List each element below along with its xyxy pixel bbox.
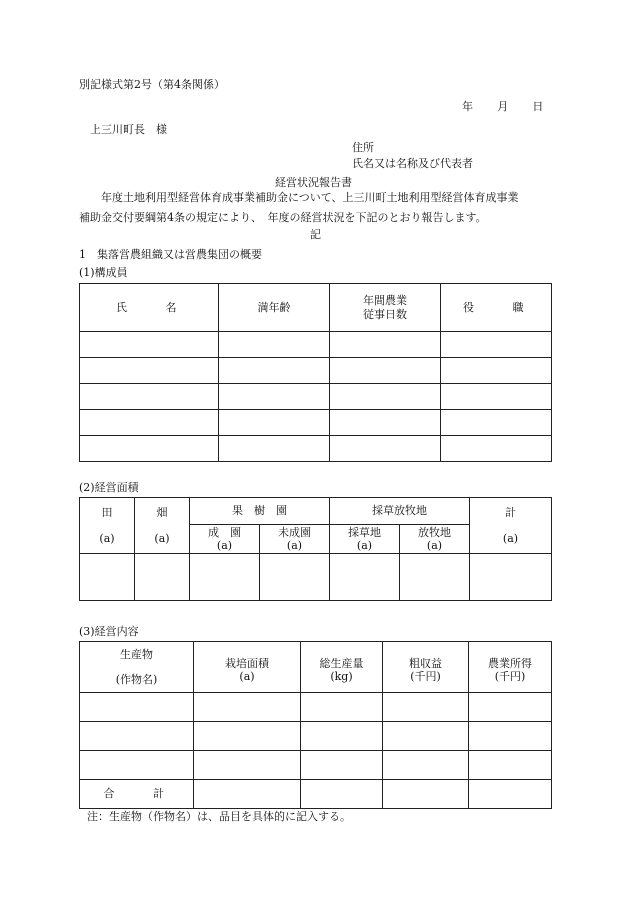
members-title: (1)構成員: [79, 266, 128, 279]
header-name: 氏 名: [80, 284, 219, 332]
member-age-cell[interactable]: [219, 332, 330, 358]
table-row: [80, 722, 552, 751]
body-paragraph: [79, 188, 551, 228]
members-header-row: [80, 284, 552, 332]
header-orchard: 果 樹 園: [190, 498, 330, 525]
member-age-cell[interactable]: [219, 436, 330, 462]
operations-table: [79, 641, 552, 809]
header-immature-orchard: 未成園 (a): [260, 525, 330, 554]
table-row: [80, 436, 552, 462]
note: 注：生産物（作物名）は、品目を具体的に記入する。: [87, 810, 351, 823]
total-farm-income-cell[interactable]: [469, 780, 552, 809]
pasture-cell[interactable]: [400, 554, 470, 601]
header-pasture: 放牧地 (a): [400, 525, 470, 554]
member-name-cell[interactable]: [80, 358, 219, 384]
member-name-cell[interactable]: [80, 436, 219, 462]
member-age-cell[interactable]: [219, 358, 330, 384]
member-position-cell[interactable]: [441, 384, 552, 410]
total-label: 合 計: [80, 780, 194, 809]
cultivated-area-cell[interactable]: [194, 693, 301, 722]
header-cultivated-area: 栽培面積 (a): [194, 642, 301, 693]
farm-income-cell[interactable]: [469, 722, 552, 751]
table-row: [80, 751, 552, 780]
area-total-cell[interactable]: [470, 554, 552, 601]
member-days-cell[interactable]: [330, 410, 441, 436]
header-grazing: 採草放牧地: [330, 498, 470, 525]
member-name-cell[interactable]: [80, 332, 219, 358]
member-position-cell[interactable]: [441, 332, 552, 358]
gross-profit-cell[interactable]: [383, 693, 469, 722]
table-row: [80, 410, 552, 436]
total-gross-profit-cell[interactable]: [383, 780, 469, 809]
area-title: (2)経営面積: [79, 481, 139, 494]
gross-profit-cell[interactable]: [383, 751, 469, 780]
total-production-cell[interactable]: [301, 722, 383, 751]
header-mowing-land: 採草地 (a): [330, 525, 400, 554]
header-product: 生産物 (作物名): [80, 642, 194, 693]
recipient: 上三川町長 様: [90, 123, 167, 136]
upland-field-cell[interactable]: [135, 554, 190, 601]
section-1-title: 1 集落営農組織又は営農集団の概要: [79, 248, 262, 261]
header-rice-field: 田 (a): [80, 498, 135, 554]
member-name-cell[interactable]: [80, 410, 219, 436]
header-position: 役 職: [441, 284, 552, 332]
document-title: 経営状況報告書: [275, 176, 352, 189]
header-upland-field: 畑 (a): [135, 498, 190, 554]
member-name-cell[interactable]: [80, 384, 219, 410]
farm-income-cell[interactable]: [469, 693, 552, 722]
area-header-row-1: [80, 498, 552, 525]
table-row: [80, 554, 552, 601]
operations-header-row: [80, 642, 552, 693]
form-number: 別記様式第2号（第4条関係）: [79, 78, 225, 91]
member-days-cell[interactable]: [330, 436, 441, 462]
body-line-2: 補助金交付要綱第4条の規定により、 年度の経営状況を下記のとおり報告します。: [79, 211, 487, 224]
mature-orchard-cell[interactable]: [190, 554, 260, 601]
table-row: [80, 693, 552, 722]
total-row: [80, 780, 552, 809]
operations-title: (3)経営内容: [79, 625, 139, 638]
cultivated-area-cell[interactable]: [194, 722, 301, 751]
product-cell[interactable]: [80, 751, 194, 780]
header-total: 計 (a): [470, 498, 552, 554]
table-row: [80, 332, 552, 358]
farm-income-cell[interactable]: [469, 751, 552, 780]
header-farm-income: 農業所得 (千円): [469, 642, 552, 693]
total-production-total-cell[interactable]: [301, 780, 383, 809]
table-row: [80, 358, 552, 384]
date-line: 年 月 日: [462, 100, 550, 113]
address-label: 住所: [352, 141, 374, 154]
member-days-cell[interactable]: [330, 332, 441, 358]
mowing-land-cell[interactable]: [330, 554, 400, 601]
gross-profit-cell[interactable]: [383, 722, 469, 751]
ki-label: 記: [310, 228, 321, 241]
area-table: [79, 497, 552, 601]
total-cultivated-area-cell[interactable]: [194, 780, 301, 809]
body-line-1: 年度土地利用型経営体育成事業補助金について、上三川町土地利用型経営体育成事業: [101, 191, 519, 204]
immature-orchard-cell[interactable]: [260, 554, 330, 601]
member-position-cell[interactable]: [441, 410, 552, 436]
cultivated-area-cell[interactable]: [194, 751, 301, 780]
name-label: 氏名又は名称及び代表者: [352, 157, 473, 170]
members-table: [79, 283, 552, 462]
product-cell[interactable]: [80, 693, 194, 722]
rice-field-cell[interactable]: [80, 554, 135, 601]
member-position-cell[interactable]: [441, 436, 552, 462]
member-days-cell[interactable]: [330, 384, 441, 410]
table-row: [80, 384, 552, 410]
header-gross-profit: 粗収益 (千円): [383, 642, 469, 693]
total-production-cell[interactable]: [301, 751, 383, 780]
header-mature-orchard: 成 園 (a): [190, 525, 260, 554]
total-production-cell[interactable]: [301, 693, 383, 722]
member-age-cell[interactable]: [219, 384, 330, 410]
member-age-cell[interactable]: [219, 410, 330, 436]
member-position-cell[interactable]: [441, 358, 552, 384]
member-days-cell[interactable]: [330, 358, 441, 384]
header-total-production: 総生産量 (kg): [301, 642, 383, 693]
header-age: 満年齢: [219, 284, 330, 332]
header-farm-days: 年間農業 従事日数: [330, 284, 441, 332]
product-cell[interactable]: [80, 722, 194, 751]
